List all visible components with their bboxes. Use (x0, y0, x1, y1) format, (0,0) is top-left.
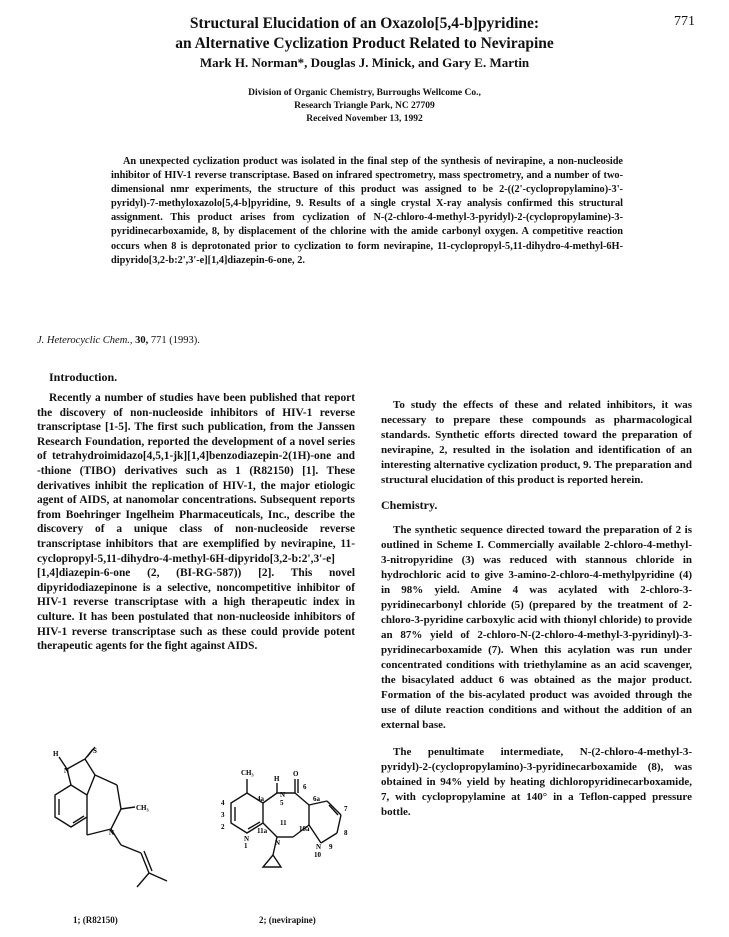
received-date: Received November 13, 1992 (306, 114, 423, 124)
page-number: 771 (674, 14, 695, 29)
atom-ch3-nev: CH₃ (241, 769, 254, 777)
chemistry-heading: Chemistry. (381, 498, 438, 512)
pos-9: 9 (329, 843, 333, 851)
intro-heading: Introduction. (49, 370, 118, 384)
title-line-1: Structural Elucidation of an Oxazolo[5,4-b]pyridine: (189, 15, 540, 32)
pos-6a: 6a (313, 795, 320, 803)
atom-n1: N (64, 767, 70, 775)
atom-o-nev: O (293, 770, 299, 778)
journal-citation (37, 335, 200, 346)
author-list: Mark H. Norman*, Douglas J. Minick, and Gary E. Martin (199, 55, 530, 70)
affiliation (0, 87, 729, 126)
right-paragraph-1: To study the effects of these and related inhibitors, it was necessary to prepare these compounds as pharmacological standards. Synthetic efforts directed toward the preparation of nevirapine, 2, resulted in the isolation and identification of an interesting alternative cyclization product, 9. The preparation and structural elucidation of this product is reported herein. (381, 399, 692, 486)
label-compound-1: 1; (R82150) (73, 915, 118, 925)
atom-n10-number: 10 (314, 851, 321, 859)
pos-4: 4 (221, 799, 225, 807)
atom-s: S (93, 747, 97, 755)
atom-n5-number: 5 (280, 799, 284, 807)
structure-1-tibo (37, 745, 207, 915)
journal-name: J. Heterocyclic Chem., (37, 335, 133, 346)
atom-n10: N (316, 843, 322, 851)
atom-n1-number: 1 (244, 842, 248, 850)
atom-n11-number: 11 (280, 819, 287, 827)
structure-2-nevirapine (217, 745, 377, 915)
right-paragraph-2: The synthetic sequence directed toward the preparation of 2 is outlined in Scheme I. Commercially available 2-chloro-4-methyl-3-nitropyridine (3) was reduced with stannous chloride in hydrochloric acid to give 3-amino-2-chloro-4-methylpyridine (4) in 98% yield. Amine 4 was acylated with 2-chloro-3-pyridinecarbonyl chloride (5) (prepared by the treatment of 2-chloro-3-pyridine carboxylic acid with thionyl chloride) to provide an 87% yield of 2-chloro-N-(2-chloro-4-methyl-3-pyridinyl)-3-pyridinecarboxamide (7). When this acylation was run under concentrated conditions with triethylamine as an acid scavenger, the bisacylated adduct 6 was obtained as the major product. Formation of the bis-acylated product was avoided through the use of dilute reaction conditions and without the addition of an external base. (381, 524, 692, 731)
affiliation-line-1: Division of Organic Chemistry, Burroughs Wellcome Co., (248, 88, 481, 98)
atom-n11: N (275, 839, 281, 847)
article-title (120, 14, 609, 54)
atom-n1-nev: N (244, 835, 250, 843)
left-column (37, 370, 355, 654)
atom-n5: N (280, 791, 286, 799)
atom-n2: N (109, 829, 115, 837)
intro-paragraph: Recently a number of studies have been published that report the discovery of non-nucleoside inhibitors of HIV-1 reverse transcriptase [1-5]. The first such publication, from the Janssen Research Foundation, reported the development of a novel series of tetrahydroimidazo[4,5,1-jk][1,4]benzodiazepin-2(1H)-one and -thione (TIBO) derivatives such as 1 (R82150) [1]. These derivatives inhibit the replication of HIV-1, the major etiologic agent of AIDS, at nanomolar concentrations. Subsequent reports from Boehringer Ingelheim Pharmaceuticals, Inc., describe the discovery of a unique class of non-nucleoside reverse transcriptase inhibitors that are exemplified by nevirapine, 11-cyclopropyl-5,11-dihydro-4-methyl-6H-dipyrido[3,2-b:2',3'-e][1,4]diazepin-6-one (2, (BI-RG-587)) [2]. This novel dipyridodiazepinone is a selective, noncompetitive inhibitor of HIV-1 reverse transcriptase with a high therapeutic index in culture. It has been postulated that non-nucleoside inhibitors of HIV-1 reverse transcriptase such as these could provide potent therapeutic agents for the fight against AIDS. (37, 392, 355, 653)
abstract: An unexpected cyclization product was isolated in the final step of the synthesis of nevirapine, a non-nucleoside inhibitor of HIV-1 reverse transcriptase. Based on infrared spectrometry, mass spectrometry, and a number of two-dimensional nmr experiments, the structure of this product was assigned to be 2-((2'-cyclopropylamino)-3'-pyridyl)-7-methyloxazolo[5,4-b]pyridine, 9. Results of a single crystal X-ray analysis confirmed this structural assignment. This product arises from cyclization of N-(2-chloro-4-methyl-3-pyridyl)-2-(cyclopropylamine)-3-pyridinecarboxamide, 8, by displacement of the chlorine with the amide carbonyl oxygen. A competitive reaction occurs when 8 is deprotonated prior to cyclization to form nevirapine, 11-cyclopropyl-5,11-dihydro-4-methyl-6H-dipyrido[3,2-b:2',3'-e][1,4]diazepin-6-one, 2. (111, 156, 623, 266)
label-compound-2: 2; (nevirapine) (259, 915, 316, 925)
pos-3: 3 (221, 811, 225, 819)
pos-11a: 11a (257, 827, 268, 835)
structure-figure (37, 745, 367, 930)
volume: 30, (135, 335, 149, 346)
right-column (381, 398, 692, 820)
atom-ch3: CH₃ (136, 804, 149, 812)
pos-7: 7 (344, 805, 348, 813)
pos-2: 2 (221, 823, 225, 831)
right-paragraph-3: The penultimate intermediate, N-(2-chloro-4-methyl-3-pyridyl)-2-(cyclopropylamino)-3-pyridinecarboxamide (8), was obtained in 94% yield by heating dichloropyridinecarboxamide, 7, with cyclopropylamine at 140° in a Teflon-capped pressure bottle. (381, 746, 692, 818)
pos-10a: 10a (299, 825, 310, 833)
pos-4a: 4a (257, 795, 264, 803)
pos-8: 8 (344, 829, 348, 837)
affiliation-line-2: Research Triangle Park, NC 27709 (294, 101, 435, 111)
atom-h-nev: H (274, 775, 280, 783)
atom-h: H (53, 750, 59, 758)
title-line-2: an Alternative Cyclization Product Related to Nevirapine (175, 35, 554, 52)
pos-6: 6 (303, 783, 307, 791)
citation-rest: 771 (1993). (150, 335, 200, 346)
